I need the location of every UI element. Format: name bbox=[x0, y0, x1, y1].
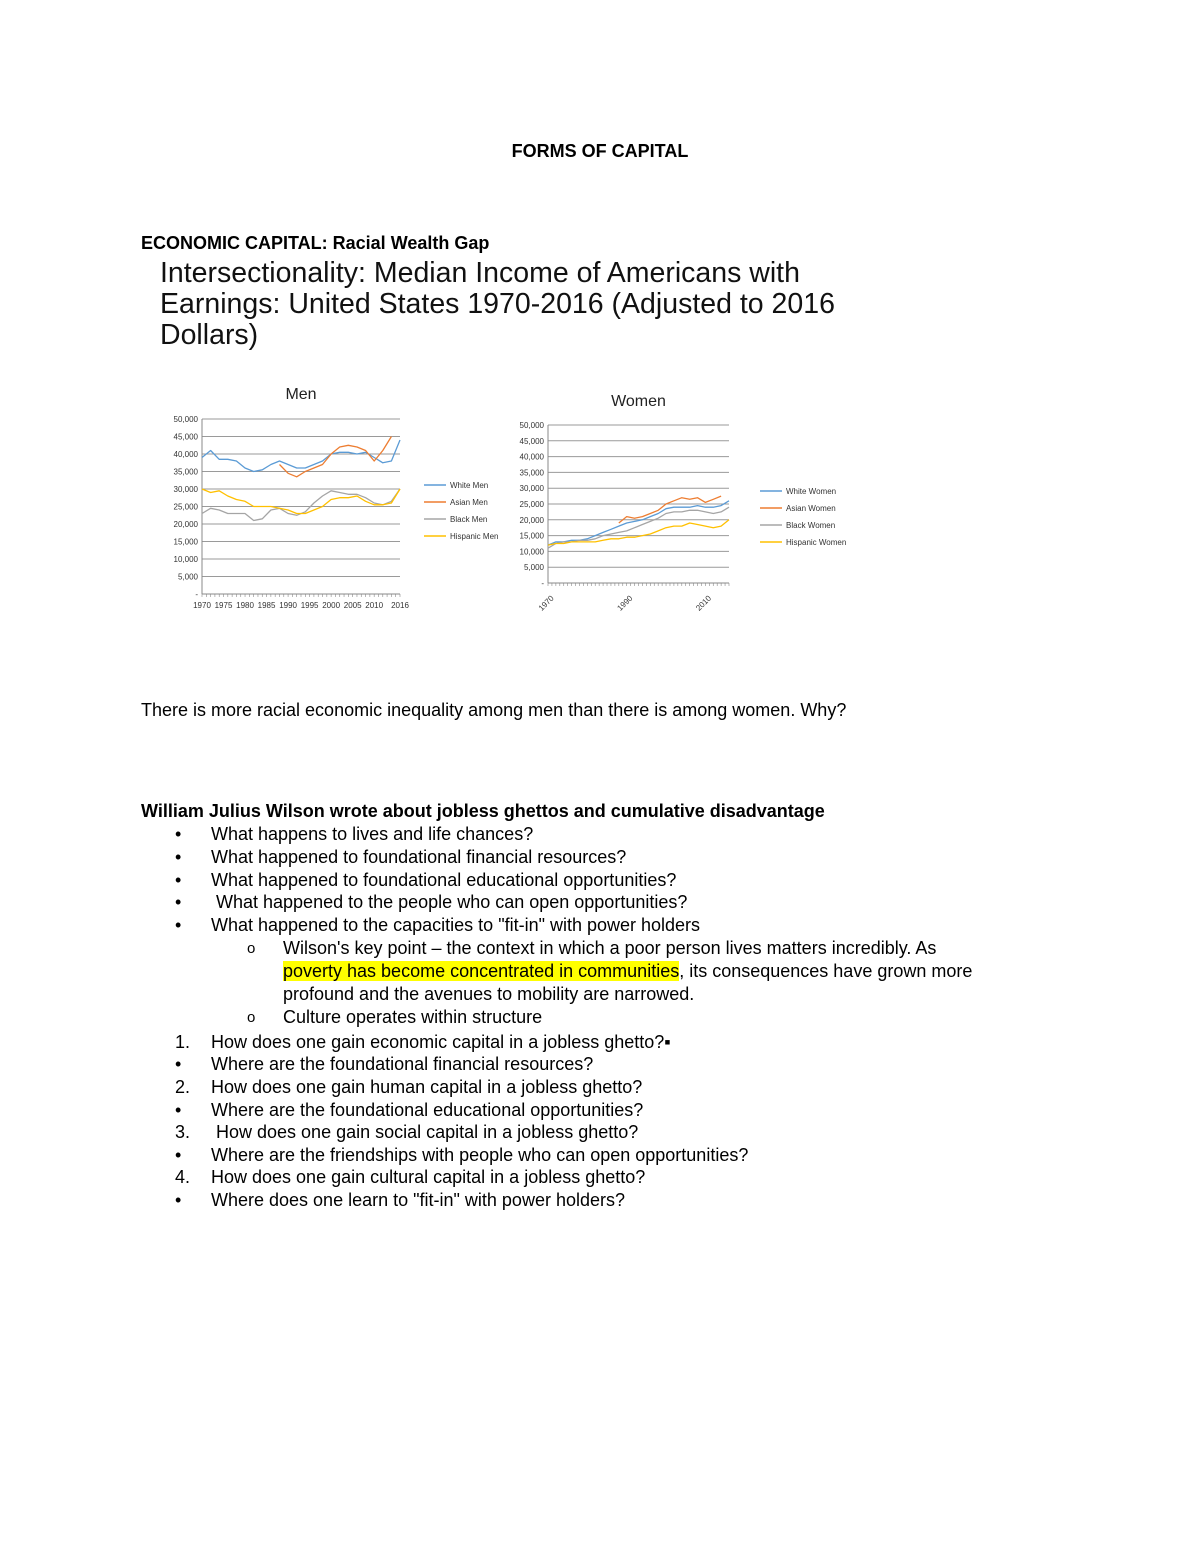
list-marker: 3. bbox=[175, 1122, 191, 1142]
y-tick-label: 20,000 bbox=[519, 515, 544, 525]
y-tick-label: 20,000 bbox=[173, 520, 198, 529]
y-tick-label: 35,000 bbox=[173, 467, 198, 477]
x-tick-label: 1995 bbox=[300, 601, 319, 610]
series-line bbox=[202, 489, 400, 521]
bullet-marker: • bbox=[175, 824, 182, 844]
x-tick-label: 2010 bbox=[365, 601, 384, 610]
y-tick-label: - bbox=[541, 579, 544, 588]
y-tick-label: 25,000 bbox=[173, 502, 198, 512]
bullet-item: What happened to the people who can open opportunities? bbox=[211, 892, 688, 912]
y-tick-label: - bbox=[195, 590, 198, 599]
list-marker: 2. bbox=[175, 1077, 191, 1097]
x-tick-label: 2005 bbox=[343, 601, 362, 610]
list-marker: 4. bbox=[175, 1167, 191, 1187]
series-line bbox=[548, 520, 729, 545]
numbered-item: How does one gain cultural capital in a jobless ghetto? bbox=[211, 1167, 646, 1187]
bullet-marker: • bbox=[175, 892, 182, 912]
x-tick-label: 1975 bbox=[214, 601, 233, 610]
figure-title: Intersectionality: Median Income of Americans with Earnings: United States 1970-2016 (Adjusted to 2016 Dollars) bbox=[160, 257, 835, 351]
x-tick-label: 1985 bbox=[257, 601, 276, 610]
list-marker: • bbox=[175, 1190, 182, 1210]
y-tick-label: 30,000 bbox=[173, 485, 198, 494]
x-tick-label: 1990 bbox=[615, 593, 635, 613]
bullet-item: What happened to the capacities to "fit-in" with power holders bbox=[211, 915, 701, 935]
bullet-item: What happens to lives and life chances? bbox=[211, 824, 534, 844]
wilson-key-point-line1: Wilson's key point – the context in which a poor person lives matters incredibly. As bbox=[283, 938, 937, 958]
x-tick-label: 2010 bbox=[694, 593, 714, 613]
wilson-key-point-line2 bbox=[283, 960, 972, 982]
women-income-chart bbox=[502, 385, 862, 625]
y-tick-label: 45,000 bbox=[519, 436, 544, 446]
y-tick-label: 45,000 bbox=[173, 432, 198, 442]
y-tick-label: 10,000 bbox=[173, 555, 198, 564]
list-marker: 1. bbox=[175, 1032, 191, 1052]
numbered-item: How does one gain economic capital in a jobless ghetto?▪ bbox=[211, 1032, 671, 1052]
numbered-item: Where are the foundational financial resources? bbox=[211, 1054, 594, 1074]
y-tick-label: 50,000 bbox=[519, 421, 544, 430]
y-tick-label: 40,000 bbox=[519, 452, 544, 462]
x-tick-label: 1970 bbox=[536, 593, 556, 613]
numbered-item: Where does one learn to "fit-in" with power holders? bbox=[211, 1190, 625, 1210]
y-tick-label: 15,000 bbox=[519, 531, 544, 541]
list-marker: • bbox=[175, 1100, 182, 1120]
numbered-item: How does one gain social capital in a jobless ghetto? bbox=[211, 1122, 639, 1142]
x-tick-label: 2000 bbox=[322, 601, 341, 610]
legend-label: Black Women bbox=[786, 521, 836, 530]
wilson-heading: William Julius Wilson wrote about jobless ghettos and cumulative disadvantage bbox=[141, 801, 825, 821]
list-marker: • bbox=[175, 1145, 182, 1165]
chart-title: Men bbox=[285, 386, 317, 403]
chart-title: Women bbox=[611, 393, 666, 410]
culture-point: Culture operates within structure bbox=[283, 1007, 543, 1027]
y-tick-label: 35,000 bbox=[519, 468, 544, 478]
x-tick-label: 2016 bbox=[391, 601, 409, 610]
series-line bbox=[619, 496, 721, 523]
x-tick-label: 1980 bbox=[236, 601, 254, 610]
legend-label: Asian Men bbox=[450, 498, 488, 507]
wilson-key-point-line3: profound and the avenues to mobility are narrowed. bbox=[283, 984, 695, 1004]
y-tick-label: 30,000 bbox=[519, 484, 544, 494]
y-tick-label: 15,000 bbox=[173, 537, 198, 547]
y-tick-label: 25,000 bbox=[519, 500, 544, 509]
numbered-item: Where are the foundational educational opportunities? bbox=[211, 1100, 644, 1120]
numbered-item: How does one gain human capital in a jobless ghetto? bbox=[211, 1077, 643, 1097]
x-tick-label: 1990 bbox=[279, 601, 297, 610]
bullet-marker: • bbox=[175, 870, 182, 890]
highlighted-text: poverty has become concentrated in communities bbox=[283, 961, 680, 981]
y-tick-label: 10,000 bbox=[519, 547, 544, 557]
legend-label: White Women bbox=[786, 487, 837, 496]
document-title: FORMS OF CAPITAL bbox=[511, 141, 689, 161]
men-income-chart bbox=[142, 378, 502, 618]
y-tick-label: 40,000 bbox=[173, 450, 198, 459]
y-tick-label: 5,000 bbox=[523, 563, 544, 573]
sub-bullet-marker: o bbox=[247, 1009, 256, 1026]
legend-label: Hispanic Men bbox=[450, 532, 499, 541]
legend-label: White Men bbox=[450, 481, 489, 490]
list-marker: • bbox=[175, 1054, 182, 1074]
series-line bbox=[280, 437, 392, 477]
bullet-marker: • bbox=[175, 915, 182, 935]
section-heading: ECONOMIC CAPITAL: Racial Wealth Gap bbox=[141, 233, 490, 253]
legend-label: Black Men bbox=[450, 515, 488, 524]
y-tick-label: 5,000 bbox=[177, 572, 198, 582]
legend-label: Asian Women bbox=[786, 504, 836, 513]
bullet-item: What happened to foundational educational opportunities? bbox=[211, 870, 677, 890]
bullet-item: What happened to foundational financial resources? bbox=[211, 847, 627, 867]
x-tick-label: 1970 bbox=[193, 601, 211, 610]
wilson-key-point-continued: , its consequences have grown more bbox=[679, 961, 973, 981]
legend-label: Hispanic Women bbox=[786, 538, 847, 547]
series-line bbox=[548, 501, 729, 545]
bullet-marker: • bbox=[175, 847, 182, 867]
sub-bullet-marker: o bbox=[247, 940, 256, 957]
y-tick-label: 50,000 bbox=[173, 415, 198, 424]
question-text: There is more racial economic inequality among men than there is among women. Why? bbox=[141, 700, 847, 720]
numbered-item: Where are the friendships with people who can open opportunities? bbox=[211, 1145, 749, 1165]
